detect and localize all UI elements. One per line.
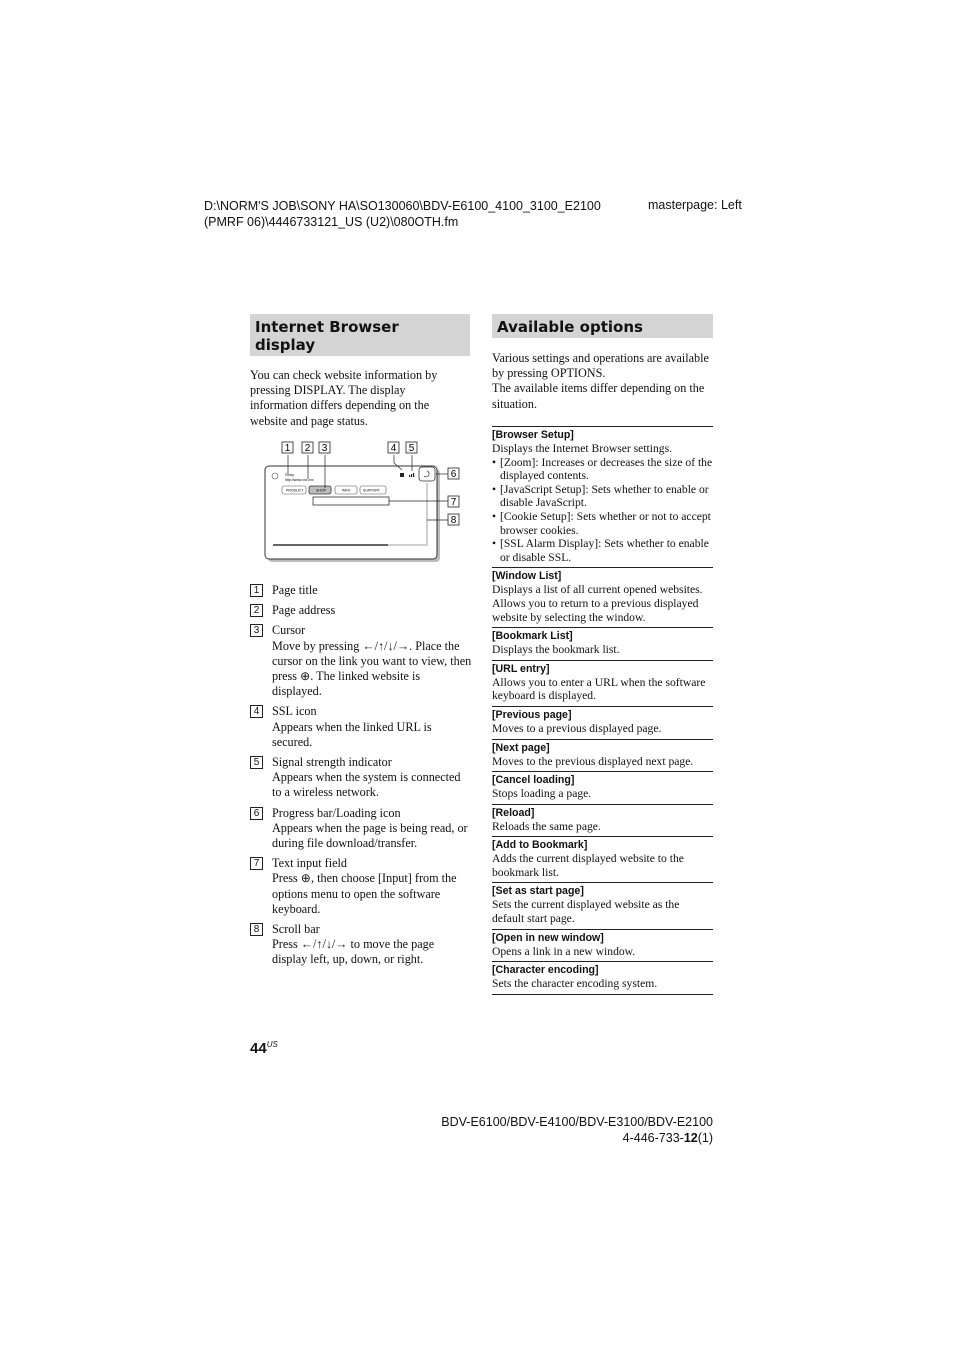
file-path-line2: (PMRF 06)\4446733121_US (U2)\080OTH.fm: [204, 215, 459, 229]
legend-desc: Appears when the system is connected to a wireless network.: [272, 770, 461, 800]
model-footer: [441, 1114, 713, 1146]
option-browser-setup: [492, 427, 713, 568]
option-title: [URL entry]: [492, 662, 550, 675]
options-intro-line2: The available items differ depending on the situation.: [492, 381, 705, 411]
sub-option-zoom: • [Zoom]: Increases or decreases the size of the displayed contents.: [492, 456, 713, 483]
tab-info-label: INFO: [342, 488, 351, 493]
tab-product-label: PRODUCT: [286, 488, 304, 493]
tab-support-label: SUPPORT: [363, 488, 380, 493]
legend-number: 4: [250, 705, 263, 718]
svg-text:8: 8: [450, 515, 457, 526]
legend-title: Cursor: [272, 623, 306, 638]
legend-desc: Press ←/↑/↓/→ to move the page display left, up, down, or right.: [272, 937, 435, 967]
option-title: [Previous page]: [492, 708, 572, 721]
option-desc: Displays the Internet Browser settings.: [492, 442, 672, 455]
option-title: [Add to Bookmark]: [492, 839, 588, 852]
legend-title: Scroll bar: [272, 922, 320, 937]
option-sublist: [492, 456, 713, 565]
svg-text:3: 3: [321, 443, 328, 454]
option-open-new-window: [492, 930, 713, 963]
legend-item: [250, 922, 472, 968]
legend-item: [250, 704, 472, 750]
option-set-start-page: [492, 883, 713, 929]
legend-number: 6: [250, 807, 263, 820]
option-next-page: [492, 740, 713, 773]
option-window-list: [492, 568, 713, 628]
legend-desc: Press ⊕, then choose [Input] from the options menu to open the software keyboard.: [272, 871, 457, 916]
ssl-lock-icon: [400, 473, 404, 477]
option-desc: Moves to a previous displayed page.: [492, 721, 662, 735]
internet-browser-heading: [250, 314, 470, 356]
option-desc: Allows you to enter a URL when the software keyboard is displayed.: [492, 675, 706, 703]
legend-number: 3: [250, 624, 263, 637]
svg-text:2: 2: [304, 443, 311, 454]
legend-number: 7: [250, 857, 263, 870]
svg-text:6: 6: [450, 469, 457, 480]
sub-option-ssl-alarm: • [SSL Alarm Display]: Sets whether to enable or disable SSL.: [492, 537, 713, 564]
diagram-legend-list: [250, 583, 472, 973]
option-title: [Next page]: [492, 741, 550, 754]
tab-shop-label: SHOP: [316, 488, 326, 493]
option-title: [Open in new window]: [492, 931, 604, 944]
option-add-to-bookmark: [492, 837, 713, 883]
sub-option-javascript: • [JavaScript Setup]: Sets whether to enable or disable JavaScript.: [492, 483, 713, 510]
option-title: [Set as start page]: [492, 885, 584, 898]
option-desc: Displays the bookmark list.: [492, 643, 620, 657]
option-cancel-loading: [492, 772, 713, 805]
option-title: [Bookmark List]: [492, 630, 573, 643]
horizontal-scroll-bar: [273, 544, 388, 546]
masterpage-label: masterpage: Left: [648, 198, 742, 212]
svg-text:7: 7: [450, 497, 457, 508]
option-desc: Stops loading a page.: [492, 787, 592, 801]
option-title: [Character encoding]: [492, 964, 599, 977]
site-name-text: Sony: [285, 472, 295, 477]
legend-title: Signal strength indicator: [272, 755, 392, 770]
option-character-encoding: [492, 962, 713, 995]
file-path-line1: D:\NORM'S JOB\SONY HA\SO130060\BDV-E6100_4100_3100_E2100: [204, 199, 601, 213]
sub-option-cookie: • [Cookie Setup]: Sets whether or not to accept browser cookies.: [492, 510, 713, 537]
legend-title: Text input field: [272, 856, 347, 871]
legend-item: [250, 623, 472, 699]
option-desc: Reloads the same page.: [492, 819, 601, 833]
legend-desc: Appears when the page is being read, or during file download/transfer.: [272, 820, 468, 851]
vertical-scroll-bar: [426, 483, 428, 546]
options-intro: [492, 351, 714, 412]
signal-strength-icon: [409, 475, 410, 477]
legend-number: 5: [250, 756, 263, 769]
option-desc: Moves to the previous displayed next page.: [492, 754, 694, 768]
part-number: 4-446-733-12(1): [622, 1131, 713, 1145]
option-previous-page: [492, 707, 713, 740]
legend-desc: Move by pressing ←/↑/↓/→. Place the cursor on the link you want to view, then press ⊕. The linked website is displayed.: [272, 638, 472, 699]
options-intro-line1: Various settings and operations are available by pressing OPTIONS.: [492, 351, 709, 381]
option-reload: [492, 805, 713, 838]
legend-item: [250, 806, 472, 852]
legend-number: 8: [250, 923, 263, 936]
legend-title: Page address: [272, 603, 336, 618]
legend-number: 2: [250, 604, 263, 617]
browser-intro-text: You can check website information by pressing DISPLAY. The display information differs depending on the website and page status.: [250, 368, 438, 428]
page-number-suffix: US: [266, 1040, 278, 1049]
option-title: [Browser Setup]: [492, 429, 574, 441]
legend-title: SSL icon: [272, 704, 317, 719]
model-list: BDV-E6100/BDV-E4100/BDV-E3100/BDV-E2100: [441, 1115, 713, 1129]
page-number: [250, 1040, 278, 1057]
loading-icon: [419, 467, 435, 481]
legend-item: [250, 856, 472, 917]
legend-title: Page title: [272, 583, 318, 597]
legend-number: 1: [250, 584, 263, 597]
legend-item: [250, 583, 472, 598]
text-input-field: [313, 497, 389, 505]
legend-item: [250, 755, 472, 801]
file-path-header: [204, 198, 601, 230]
option-desc: Adds the current displayed website to the bookmark list.: [492, 852, 684, 879]
site-url-text: http://www.xxx.xxx: [285, 478, 314, 482]
option-title: [Window List]: [492, 570, 562, 583]
svg-text:1: 1: [284, 443, 291, 454]
options-list: [492, 426, 713, 995]
diagram-svg: [250, 438, 470, 568]
svg-text:4: 4: [390, 443, 397, 454]
page-number-value: 44: [250, 1040, 267, 1057]
heading-line-2: display: [255, 336, 316, 354]
option-title: [Reload]: [492, 806, 535, 819]
available-options-heading: Available options: [492, 314, 713, 338]
browser-display-diagram: [250, 438, 470, 568]
heading-line-1: Internet Browser: [255, 318, 399, 336]
svg-text:5: 5: [408, 443, 415, 454]
option-desc: Opens a link in a new window.: [492, 944, 636, 958]
legend-desc: Appears when the linked URL is secured.: [272, 719, 432, 749]
option-desc: Sets the character encoding system.: [492, 977, 658, 991]
option-title: [Cancel loading]: [492, 774, 575, 787]
option-bookmark-list: [492, 628, 713, 661]
option-desc: Displays a list of all current opened websites. Allows you to return to a previous displayed website by selecting the window.: [492, 583, 703, 624]
legend-item: [250, 603, 472, 618]
legend-title: Progress bar/Loading icon: [272, 805, 401, 820]
option-desc: Sets the current displayed website as the default start page.: [492, 898, 680, 926]
option-url-entry: [492, 661, 713, 707]
